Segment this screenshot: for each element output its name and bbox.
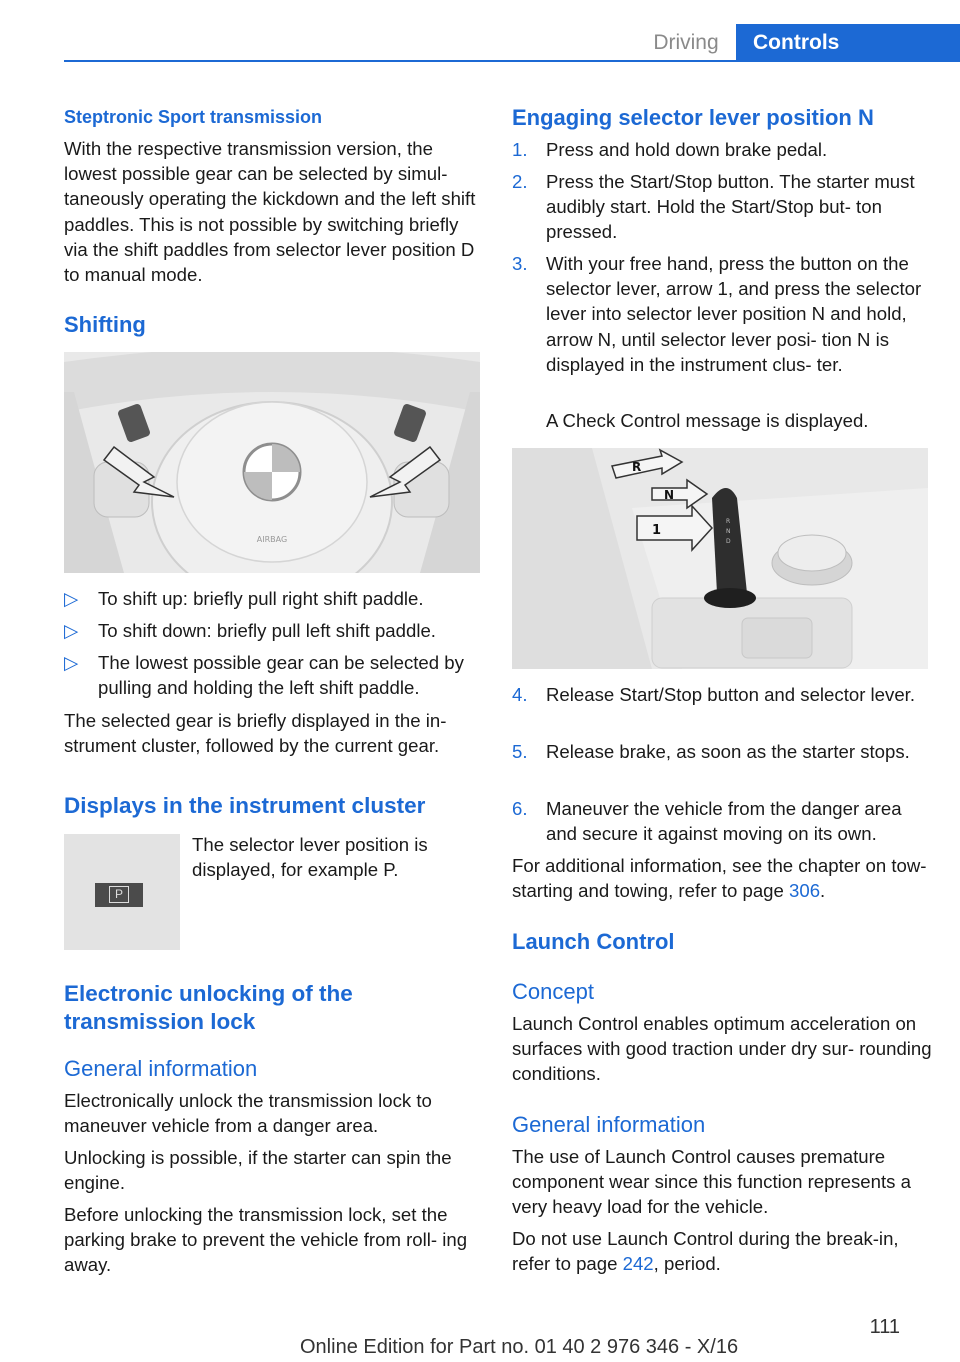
additional-info-paragraph: [512, 853, 932, 903]
additional-info-text: For additional information, see the chapter on tow-starting and towing, refer to page: [512, 855, 927, 902]
step-number: 4.: [512, 684, 528, 705]
step-number: 3.: [512, 253, 528, 274]
bullet-triangle-icon: ▷: [64, 652, 79, 673]
display-panel: [95, 883, 143, 907]
lever-gear-marking: D: [726, 538, 731, 545]
check-control-note: A Check Control message is displayed.: [546, 410, 869, 431]
header-section-tab: Driving: [653, 31, 719, 54]
general-info-heading-left: General information: [64, 1056, 258, 1081]
page-link-242[interactable]: 242: [622, 1253, 654, 1275]
break-in-text: Do not use Launch Control during the break-in, refer to page: [512, 1228, 899, 1275]
step-number: 2.: [512, 171, 528, 192]
selector-lever-image: [512, 448, 928, 669]
general-info-heading-right: General information: [512, 1112, 706, 1137]
steptronic-heading: Steptronic Sport transmission: [64, 107, 323, 127]
header-rule: [64, 60, 960, 62]
engage-heading: Engaging selector lever position N: [512, 105, 874, 130]
bullet-triangle-icon: ▷: [64, 620, 79, 641]
steptronic-paragraph: With the respective transmission version, the lowest possible gear can be selected by simul- taneously operating the kickdown and the left shift paddles. This is not possible by switching briefly via the shift paddles from selector lever position D to manual mode.: [64, 138, 476, 286]
step-number: 5.: [512, 741, 528, 762]
unlock-heading: Electronic unlocking of the transmission lock: [64, 981, 353, 1034]
step-text: With your free hand, press the button on the selector lever, arrow 1, and press the selector lever into selector lever position N and hold, arrow N, until selector lever posi- tion N is displayed in the instrument clus- ter.: [546, 253, 922, 375]
launch-general-paragraph: The use of Launch Control causes premature component wear since this function represents a very heavy load for the vehicle.: [512, 1146, 911, 1218]
additional-info-end: .: [820, 880, 826, 902]
arrow-label-r: R: [632, 460, 642, 474]
shift-bullet-text: The lowest possible gear can be selected by pulling and holding the left shift paddle.: [98, 652, 464, 699]
concept-paragraph: Launch Control enables optimum acceleration on surfaces with good traction under dry sur- rounding conditions.: [512, 1013, 932, 1085]
arrow-label-n: N: [664, 488, 675, 502]
lever-gear-marking: N: [726, 528, 731, 535]
launch-control-heading: Launch Control: [512, 929, 675, 954]
page-number: 111: [869, 1316, 900, 1338]
general-paragraph-3: Before unlocking the transmission lock, set the parking brake to prevent the vehicle from roll- ing away.: [64, 1204, 468, 1276]
shift-bullet-text: To shift up: briefly pull right shift paddle.: [98, 588, 424, 609]
step-text: Press the Start/Stop button. The starter must audibly start. Hold the Start/Stop but- ton pressed.: [546, 171, 915, 243]
airbag-label: AIRBAG: [256, 535, 288, 544]
step-number: 6.: [512, 798, 528, 819]
steering-wheel-image: [64, 352, 480, 573]
selector-lever-illustration: [512, 448, 928, 669]
concept-heading: Concept: [512, 979, 594, 1004]
general-paragraph-1: Electronically unlock the transmission lock to maneuver vehicle from a danger area.: [64, 1090, 432, 1137]
bullet-triangle-icon: ▷: [64, 588, 79, 609]
break-in-paragraph: [512, 1226, 932, 1276]
gear-p-indicator: P: [109, 886, 129, 903]
displays-paragraph: The selector lever position is displayed, for example P.: [192, 834, 428, 881]
step-text: Maneuver the vehicle from the danger area and secure it against moving on its own.: [546, 798, 902, 845]
step-text: Release Start/Stop button and selector lever.: [546, 684, 915, 705]
step-text: Press and hold down brake pedal.: [546, 139, 828, 160]
arrow-label-1: 1: [652, 523, 662, 538]
instrument-display-image: [64, 834, 180, 950]
general-paragraph-2: Unlocking is possible, if the starter can spin the engine.: [64, 1147, 452, 1194]
header-active-tab: Controls: [736, 24, 960, 61]
step-text: Release brake, as soon as the starter stops.: [546, 741, 910, 762]
lever-gear-marking: R: [726, 518, 731, 525]
page-link-306[interactable]: 306: [789, 880, 821, 902]
edition-footer: Online Edition for Part no. 01 40 2 976 346 - X/16: [300, 1336, 739, 1358]
steering-wheel-illustration: [64, 352, 480, 573]
shift-bullet-text: To shift down: briefly pull left shift paddle.: [98, 620, 436, 641]
step-number: 1.: [512, 139, 528, 160]
break-in-end: , period.: [653, 1253, 721, 1275]
shift-after-paragraph: The selected gear is briefly displayed in the in- strument cluster, followed by the current gear.: [64, 710, 447, 757]
shifting-heading: Shifting: [64, 312, 146, 337]
displays-heading: Displays in the instrument cluster: [64, 793, 426, 818]
